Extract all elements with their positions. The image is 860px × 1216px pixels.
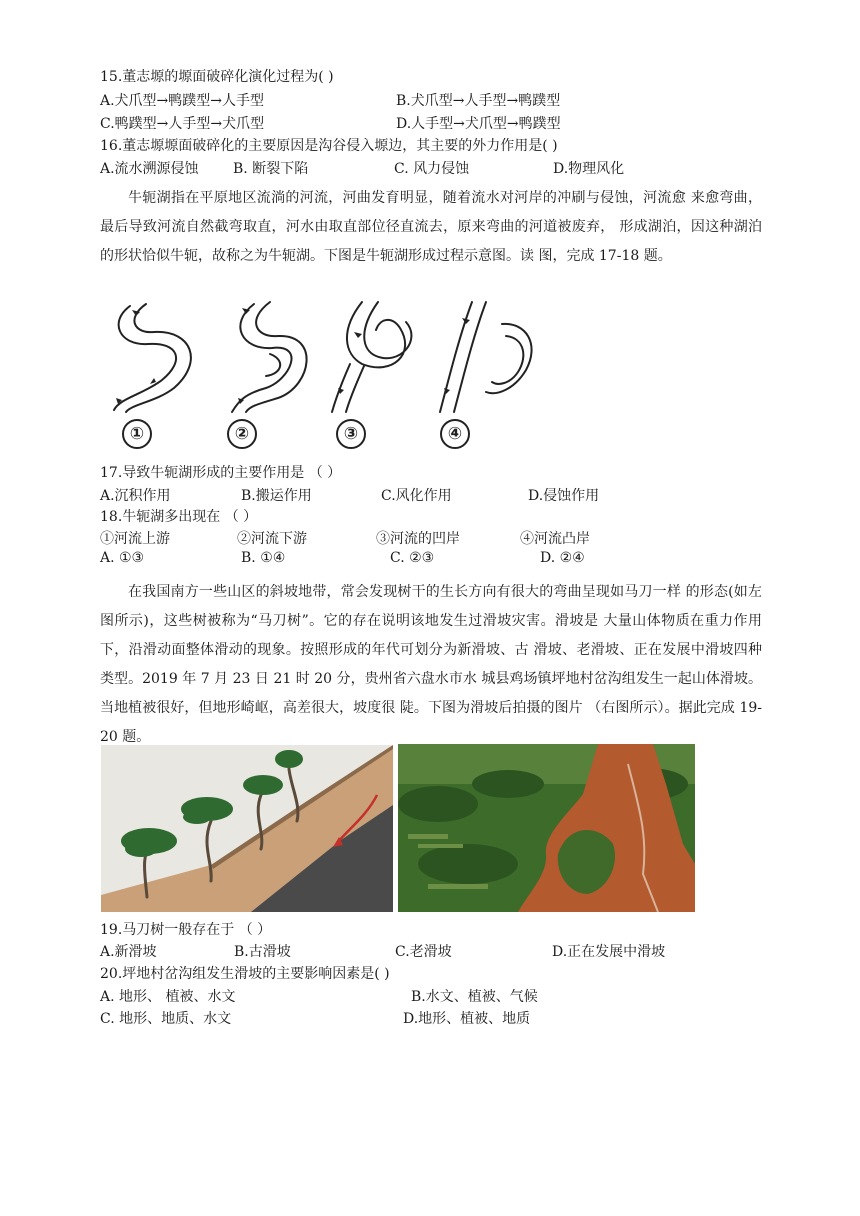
q20-option-b: B.水文、植被、气候	[411, 989, 538, 1005]
q16-option-d: D.物理风化	[553, 161, 625, 177]
q15-option-b: B.犬爪型→人手型→鸭蹼型	[396, 93, 561, 109]
oxbow-lake-diagram	[100, 294, 540, 414]
q17-stem: 17.导致牛轭湖形成的主要作用是 （ ）	[100, 465, 342, 481]
passage-oxbow: 牛轭湖指在平原地区流淌的河流，河曲发育明显，随着流水对河岸的冲刷与侵蚀，河流愈 来愈弯曲，最后导致河流自然截弯取直，河水由取直部位径直流去，原来弯曲的河道被废弃， 形成湖泊，因这种湖泊的形状恰似牛轭，故称之为牛轭湖。下图是牛轭湖形成过程示意图。读 图，完成 17-18 题。	[100, 190, 762, 264]
q18-item-1: ①河流上游	[100, 531, 170, 547]
q17-option-c: C.风化作用	[381, 488, 452, 504]
q15-option-d: D.人手型→犬爪型→鸭蹼型	[396, 116, 561, 132]
q15-stem: 15.董志塬的塬面破碎化演化过程为( )	[100, 69, 334, 85]
q20-option-c: C. 地形、地质、水文	[100, 1011, 232, 1027]
q16-stem: 16.董志塬塬面破碎化的主要原因是沟谷侵入塬边，其主要的外力作用是( )	[100, 138, 558, 154]
q18-item-2: ②河流下游	[237, 531, 307, 547]
q19-stem: 19.马刀树一般存在于 （ ）	[100, 922, 272, 938]
q19-option-a: A.新滑坡	[100, 944, 157, 960]
saber-tree-illustration	[101, 745, 393, 912]
stage-label-1: ①	[122, 419, 152, 449]
q20-option-a: A. 地形、 植被、水文	[100, 989, 236, 1005]
q17-option-a: A.沉积作用	[100, 488, 171, 504]
q18-stem: 18.牛轭湖多出现在 （ ）	[100, 509, 258, 525]
q20-option-d: D.地形、植被、地质	[403, 1011, 531, 1027]
q17-option-b: B.搬运作用	[241, 488, 312, 504]
q15-option-c: C.鸭蹼型→人手型→犬爪型	[100, 116, 265, 132]
q18-item-3: ③河流的凹岸	[376, 531, 460, 547]
q20-stem: 20.坪地村岔沟组发生滑坡的主要影响因素是( )	[100, 966, 390, 982]
q18-option-b: B. ①④	[241, 550, 286, 566]
q15-option-a: A.犬爪型→鸭蹼型→人手型	[100, 93, 265, 109]
q17-option-d: D.侵蚀作用	[528, 488, 600, 504]
q19-option-b: B.古滑坡	[234, 944, 291, 960]
q16-option-a: A.流水溯源侵蚀	[100, 161, 199, 177]
q16-option-c: C. 风力侵蚀	[394, 161, 470, 177]
q19-option-d: D.正在发展中滑坡	[552, 944, 666, 960]
landslide-photo	[398, 744, 695, 912]
stage-label-4: ④	[440, 419, 470, 449]
q18-option-d: D. ②④	[540, 550, 585, 566]
q16-option-b: B. 断裂下陷	[233, 161, 309, 177]
stage-label-3: ③	[336, 419, 366, 449]
q18-option-c: C. ②③	[390, 550, 435, 566]
passage-landslide: 在我国南方一些山区的斜坡地带，常会发现树干的生长方向有很大的弯曲呈现如马刀一样 的形态(如左图所示)，这些树被称为“马刀树”。它的存在说明该地发生过滑坡灾害。滑坡是 大量山体物质在重力作用下，沿滑动面整体滑动的现象。按照形成的年代可划分为新滑坡、古 滑坡、老滑坡、正在发展中滑坡四种类型。2019 年 7 月 23 日 21 时 20 分，贵州省六盘水市水 城县鸡场镇坪地村岔沟组发生一起山体滑坡。当地植被很好，但地形崎岖，高差很大，坡度很 陡。下图为滑坡后拍摄的图片 （右图所示）。据此完成 19-20 题。	[100, 584, 762, 745]
stage-label-2: ②	[227, 419, 257, 449]
q18-item-4: ④河流凸岸	[520, 531, 590, 547]
q19-option-c: C.老滑坡	[395, 944, 452, 960]
q18-option-a: A. ①③	[100, 550, 145, 566]
